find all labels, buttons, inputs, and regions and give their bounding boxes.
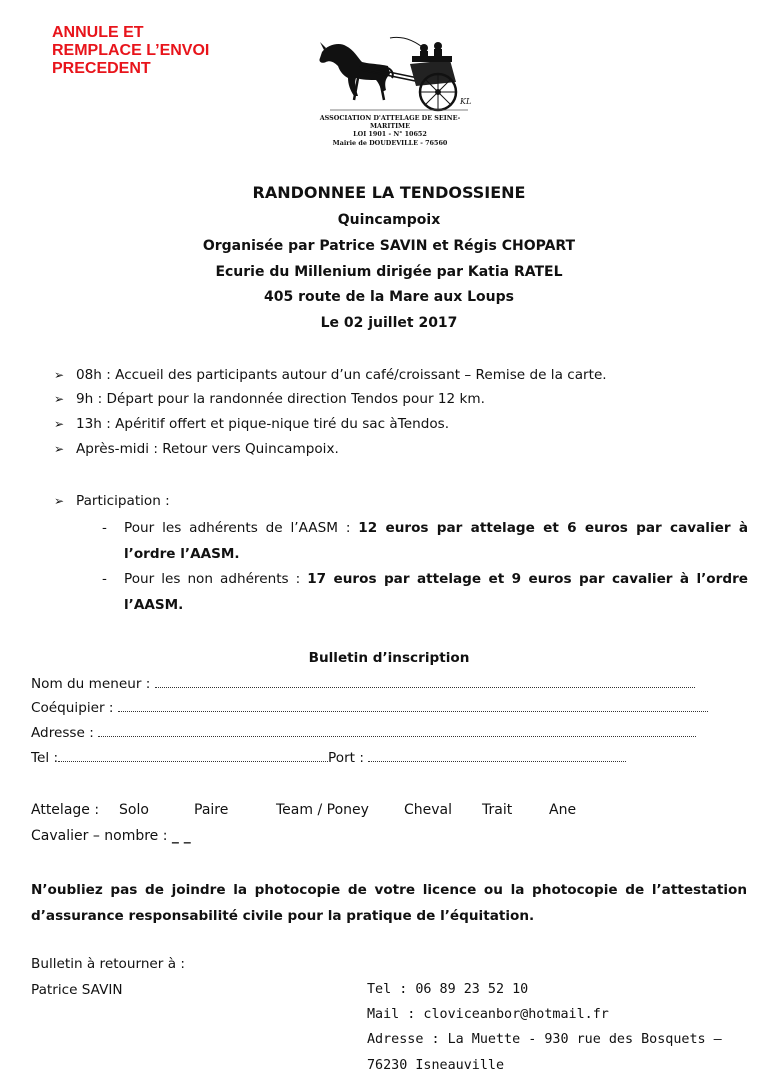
notice-line-2: REMPLACE L’ENVOI — [52, 42, 210, 59]
option-trait[interactable]: Trait — [482, 802, 513, 818]
notice-line-3: PRECEDENT — [52, 60, 151, 77]
notice-line-1: ANNULE ET — [52, 24, 144, 41]
arrow-bullet-icon: ➢ — [54, 442, 65, 456]
return-address-line-2: 76230 Isneauville — [367, 1058, 505, 1073]
event-organizers: Organisée par Patrice SAVIN et Régis CHOPART — [202, 238, 576, 254]
arrow-bullet-icon: ➢ — [54, 494, 65, 508]
horse-carriage-icon — [300, 34, 478, 114]
assoc-line-1: ASSOCIATION D'ATTELAGE DE SEINE-MARITIME — [319, 114, 461, 131]
logo-signature: KL — [460, 97, 472, 106]
form-title: Bulletin d’inscription — [308, 650, 470, 666]
return-name: Patrice SAVIN — [31, 982, 123, 998]
driver-dotted-line[interactable] — [155, 676, 695, 688]
cavalier-count-field[interactable]: Cavalier – nombre : _ _ — [31, 828, 191, 844]
option-ane[interactable]: Ane — [549, 802, 577, 818]
association-credits — [300, 114, 480, 147]
price-members: - Pour les adhérents de l’AASM : 12 euros par attelage et 6 euros par cavalier à l’ordre l’AASM. — [102, 515, 748, 567]
return-label: Bulletin à retourner à : — [31, 956, 185, 972]
option-cheval[interactable]: Cheval — [404, 802, 453, 818]
list-item: ➢ 9h : Départ pour la randonnée direction Tendos pour 12 km. — [54, 391, 485, 407]
option-solo[interactable]: Solo — [119, 802, 149, 818]
arrow-bullet-icon: ➢ — [54, 417, 65, 431]
list-item: ➢ 13h : Apéritif offert et pique-nique tiré du sac àTendos. — [54, 416, 450, 432]
arrow-bullet-icon: ➢ — [54, 368, 65, 382]
return-mail: Mail : cloviceanbor@hotmail.fr — [367, 1007, 609, 1022]
dash-bullet: - — [102, 520, 107, 536]
event-address: 405 route de la Mare aux Loups — [264, 289, 514, 305]
event-title: RANDONNEE LA TENDOSSIENE — [252, 183, 526, 202]
license-warning: N’oubliez pas de joindre la photocopie de votre licence ou la photocopie de l’attestation d’assurance responsabilité civile pour la pratique de l’équitation. — [31, 882, 747, 924]
assoc-line-3: Mairie de DOUDEVILLE - 76560 — [332, 138, 448, 147]
teammate-dotted-line[interactable] — [118, 700, 708, 712]
address-dotted-line[interactable] — [98, 725, 696, 737]
port-dotted-line[interactable] — [368, 750, 626, 762]
tel-dotted-line[interactable] — [58, 750, 328, 762]
dash-bullet: - — [102, 571, 107, 587]
return-address-line-1: Adresse : La Muette - 930 rue des Bosquets – — [367, 1032, 722, 1047]
event-stable: Ecurie du Millenium dirigée par Katia RATEL — [215, 264, 563, 280]
driver-field[interactable]: Nom du meneur : — [31, 676, 695, 692]
arrow-bullet-icon: ➢ — [54, 392, 65, 406]
list-item: ➢ Après-midi : Retour vers Quincampoix. — [54, 441, 339, 457]
teammate-field[interactable]: Coéquipier : — [31, 700, 708, 716]
event-date: Le 02 juillet 2017 — [320, 315, 458, 331]
attelage-label: Attelage : — [31, 802, 100, 818]
return-tel: Tel : 06 89 23 52 10 — [367, 982, 529, 997]
cavalier-blanks[interactable]: _ _ — [171, 828, 191, 844]
phone-field[interactable]: Tel : Port : — [31, 750, 626, 766]
event-place: Quincampoix — [337, 212, 441, 228]
price-nonmembers: - Pour les non adhérents : 17 euros par attelage et 9 euros par cavalier à l’ordre l’AASM. — [102, 566, 748, 618]
option-team-poney[interactable]: Team / Poney — [276, 802, 369, 818]
notice-annule — [52, 24, 209, 78]
participation-heading: ➢ Participation : — [54, 493, 170, 509]
option-paire[interactable]: Paire — [194, 802, 229, 818]
list-item: ➢ 08h : Accueil des participants autour d’un café/croissant – Remise de la carte. — [54, 367, 607, 383]
address-field[interactable]: Adresse : — [31, 725, 696, 741]
assoc-line-2: LOI 1901 - N° 10652 — [353, 130, 427, 139]
